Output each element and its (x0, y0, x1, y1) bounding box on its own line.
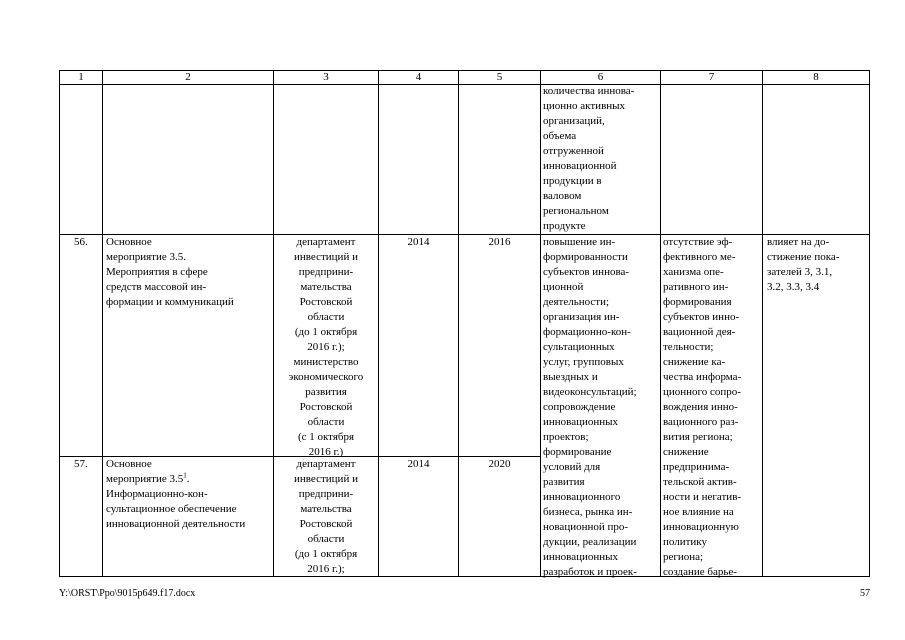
col-border-3 (378, 70, 379, 577)
col-border-4 (458, 70, 459, 577)
col-border-8 (869, 70, 870, 577)
row56-name: Основное мероприятие 3.5. Мероприятия в сфере средств массовой ин- формации и коммуникаций (106, 236, 234, 308)
row57-name-rest: . Информационно-кон- сультационное обеспечение инновационной деятельности (106, 473, 246, 530)
row56-end-year: 2016 (488, 236, 511, 248)
header-col-5: 5 (496, 71, 503, 83)
header-col-1: 1 (78, 71, 84, 83)
header-col-2: 2 (185, 71, 191, 83)
col-border-7 (762, 70, 763, 577)
col-border-5 (540, 70, 541, 577)
row56-start-year: 2014 (407, 236, 430, 248)
row57-name (106, 457, 272, 532)
header-col-3: 3 (323, 71, 329, 83)
col-border-0 (59, 70, 60, 577)
row56-number: 56. (74, 236, 88, 248)
header-col-6: 6 (597, 71, 604, 83)
row57-name-superscript: 1 (183, 471, 187, 480)
header-col-7: 7 (708, 71, 715, 83)
row57-name-main: Основное мероприятие 3.5 (106, 458, 184, 485)
header-bottom-border (59, 84, 870, 85)
footer-file-path: Y:\ORST\Ppo\9015p649.f17.docx (59, 588, 196, 599)
merged-col7-risks: отсутствие эф- фективного ме- ханизма опе- ративного ин- формирования субъектов инно- вационной дея- тельности; снижение ка- чества информа- ционного сопро- вождения инно- вационного раз- вития региона; снижение предпринима- тельской актив- ности и негатив- ное влияние на инновационную политику региона; создание барье- (663, 236, 742, 578)
col-border-1 (102, 70, 103, 577)
row57-number: 57. (74, 458, 88, 470)
row57-start-year: 2014 (407, 458, 430, 470)
header-col-8: 8 (813, 71, 819, 83)
col-border-6 (660, 70, 661, 577)
merged-col6-consequences: повышение ин- формированности субъектов иннова- ционной деятельности; организация ин- формационно-кон- сультационных услуг, групповых выездных и видеоконсультаций; сопровождение инновационных проектов; формирование условий для развития инновационного бизнеса, рынка ин- новационной про- дукции, реализации инновационных разработок и проек- (543, 236, 637, 578)
continued-row-col6: количества иннова- ционно активных организаций, объема отгруженной инновационной продукции в валовом региональном продукте (543, 85, 635, 232)
footer-page-number: 57 (860, 588, 870, 599)
row57-end-year: 2020 (488, 458, 511, 470)
merged-col8-indicators: влияет на до- стижение пока- зателей 3, 3.1, 3.2, 3.3, 3.4 (767, 236, 840, 293)
header-col-4: 4 (415, 71, 422, 83)
row56-executor: департамент инвестиций и предприни- мательства Ростовской области (до 1 октября 2016 г.); министерство экономического развития Ростовской области (с 1 октября 2016 г.) (288, 236, 364, 458)
row57-executor: департамент инвестиций и предприни- мательства Ростовской области (до 1 октября 2016 г.); (294, 458, 358, 575)
